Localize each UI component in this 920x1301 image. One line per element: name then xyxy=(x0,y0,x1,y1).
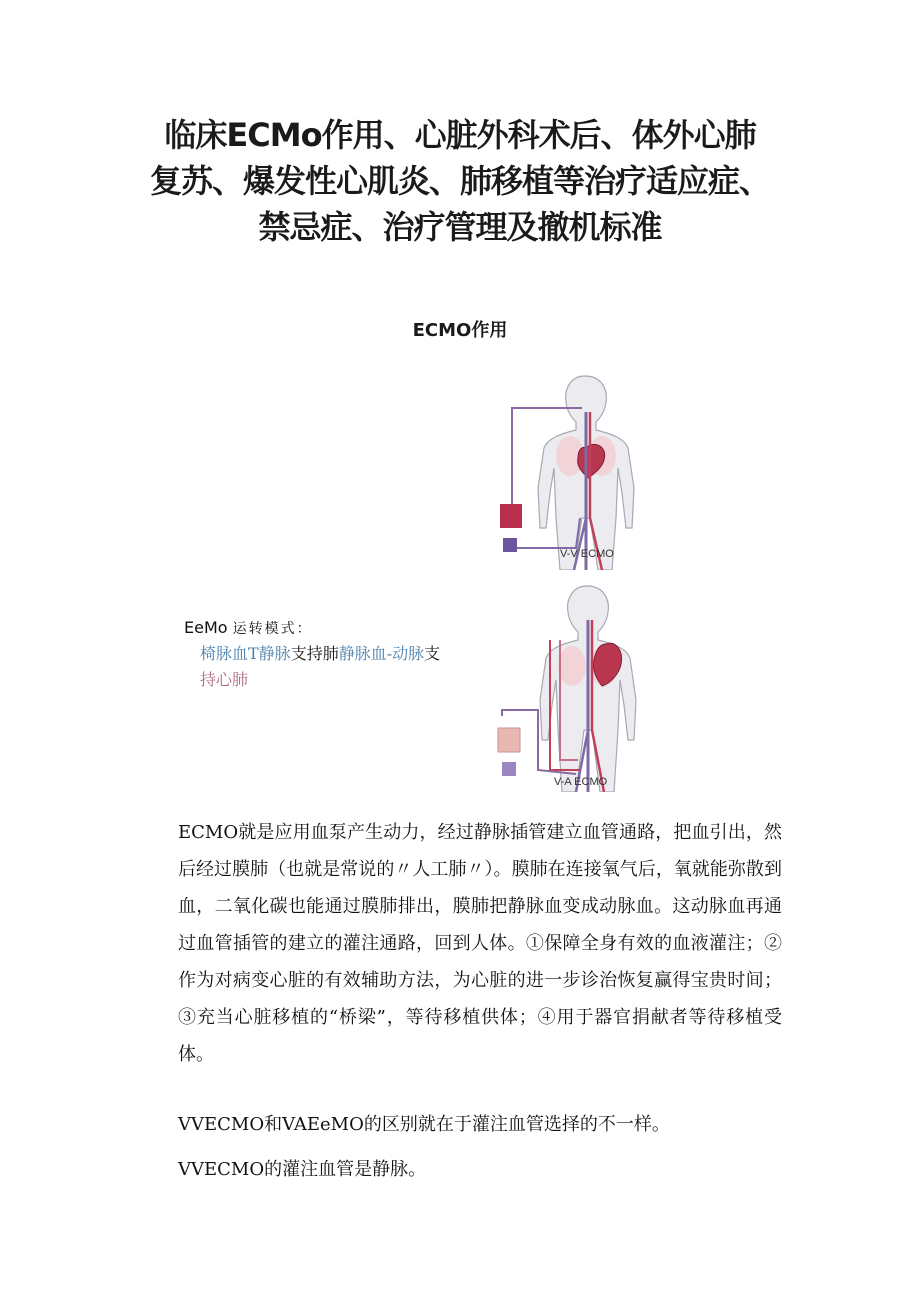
paragraph-vv-va-difference: VVECMO和VAEeMO的区别就在于灌注血管选择的不一样。 xyxy=(178,1114,670,1135)
mode-title xyxy=(184,616,484,641)
ecmo-mode-caption xyxy=(184,616,484,693)
vv-ecmo-label: V-V ECMO xyxy=(560,548,614,560)
vv-ecmo-illustration xyxy=(490,368,660,570)
mode-line-2 xyxy=(200,667,484,693)
title-line-2: 复苏、爆发性心肌炎、肺移植等治疗适应症、 xyxy=(149,162,770,200)
mode-lines xyxy=(200,641,484,693)
va-ecmo-figure xyxy=(490,580,662,792)
vv-ecmo-figure xyxy=(490,368,660,570)
mode-va-text: 静脉血-动脉 xyxy=(338,644,425,663)
mode-vv-text: 椅脉血T静脉 xyxy=(200,644,291,663)
paragraph-vv-perfusion: VVECMO的灌注血管是静脉。 xyxy=(178,1159,427,1180)
title-line-3: 禁忌症、治疗管理及撤机标准 xyxy=(258,208,662,246)
mode-title-prefix: EeMo xyxy=(184,618,228,637)
document-title xyxy=(120,112,800,250)
mode-vv-support: 支持肺 xyxy=(290,644,339,663)
paragraph-ecmo-function: ECMO就是应用血泵产生动力，经过静脉插管建立血管通路，把血引出，然后经过膜肺（也就是常说的〃人工肺〃）。膜肺在连接氧气后，氧就能弥散到血，二氧化碳也能通过膜肺排出，膜肺把静脉血变成动脉血。这动脉血再通过血管插管的建立的灌注通路，回到人体。①保障全身有效的血液灌注；②作为对病变心脏的有效辅助方法，为心脏的进一步诊治恢复赢得宝贵时间；③充当心脏移植的“桥梁”，等待移植供体；④用于器官捐献者等待移植受体。 xyxy=(178,822,782,1065)
mode-va-support-start: 支 xyxy=(424,644,441,663)
body-text xyxy=(178,814,782,1073)
mode-line-1 xyxy=(200,641,484,667)
title-line-1: 临床ECMo作用、心脏外科术后、体外心肺 xyxy=(164,116,756,154)
mode-title-cn: 运转模式： xyxy=(232,621,313,637)
va-ecmo-label: V-A ECMO xyxy=(554,776,608,788)
va-ecmo-illustration xyxy=(490,580,662,792)
mode-va-support-end: 持心肺 xyxy=(200,670,249,689)
section-heading: ECMO作用 xyxy=(412,320,508,341)
